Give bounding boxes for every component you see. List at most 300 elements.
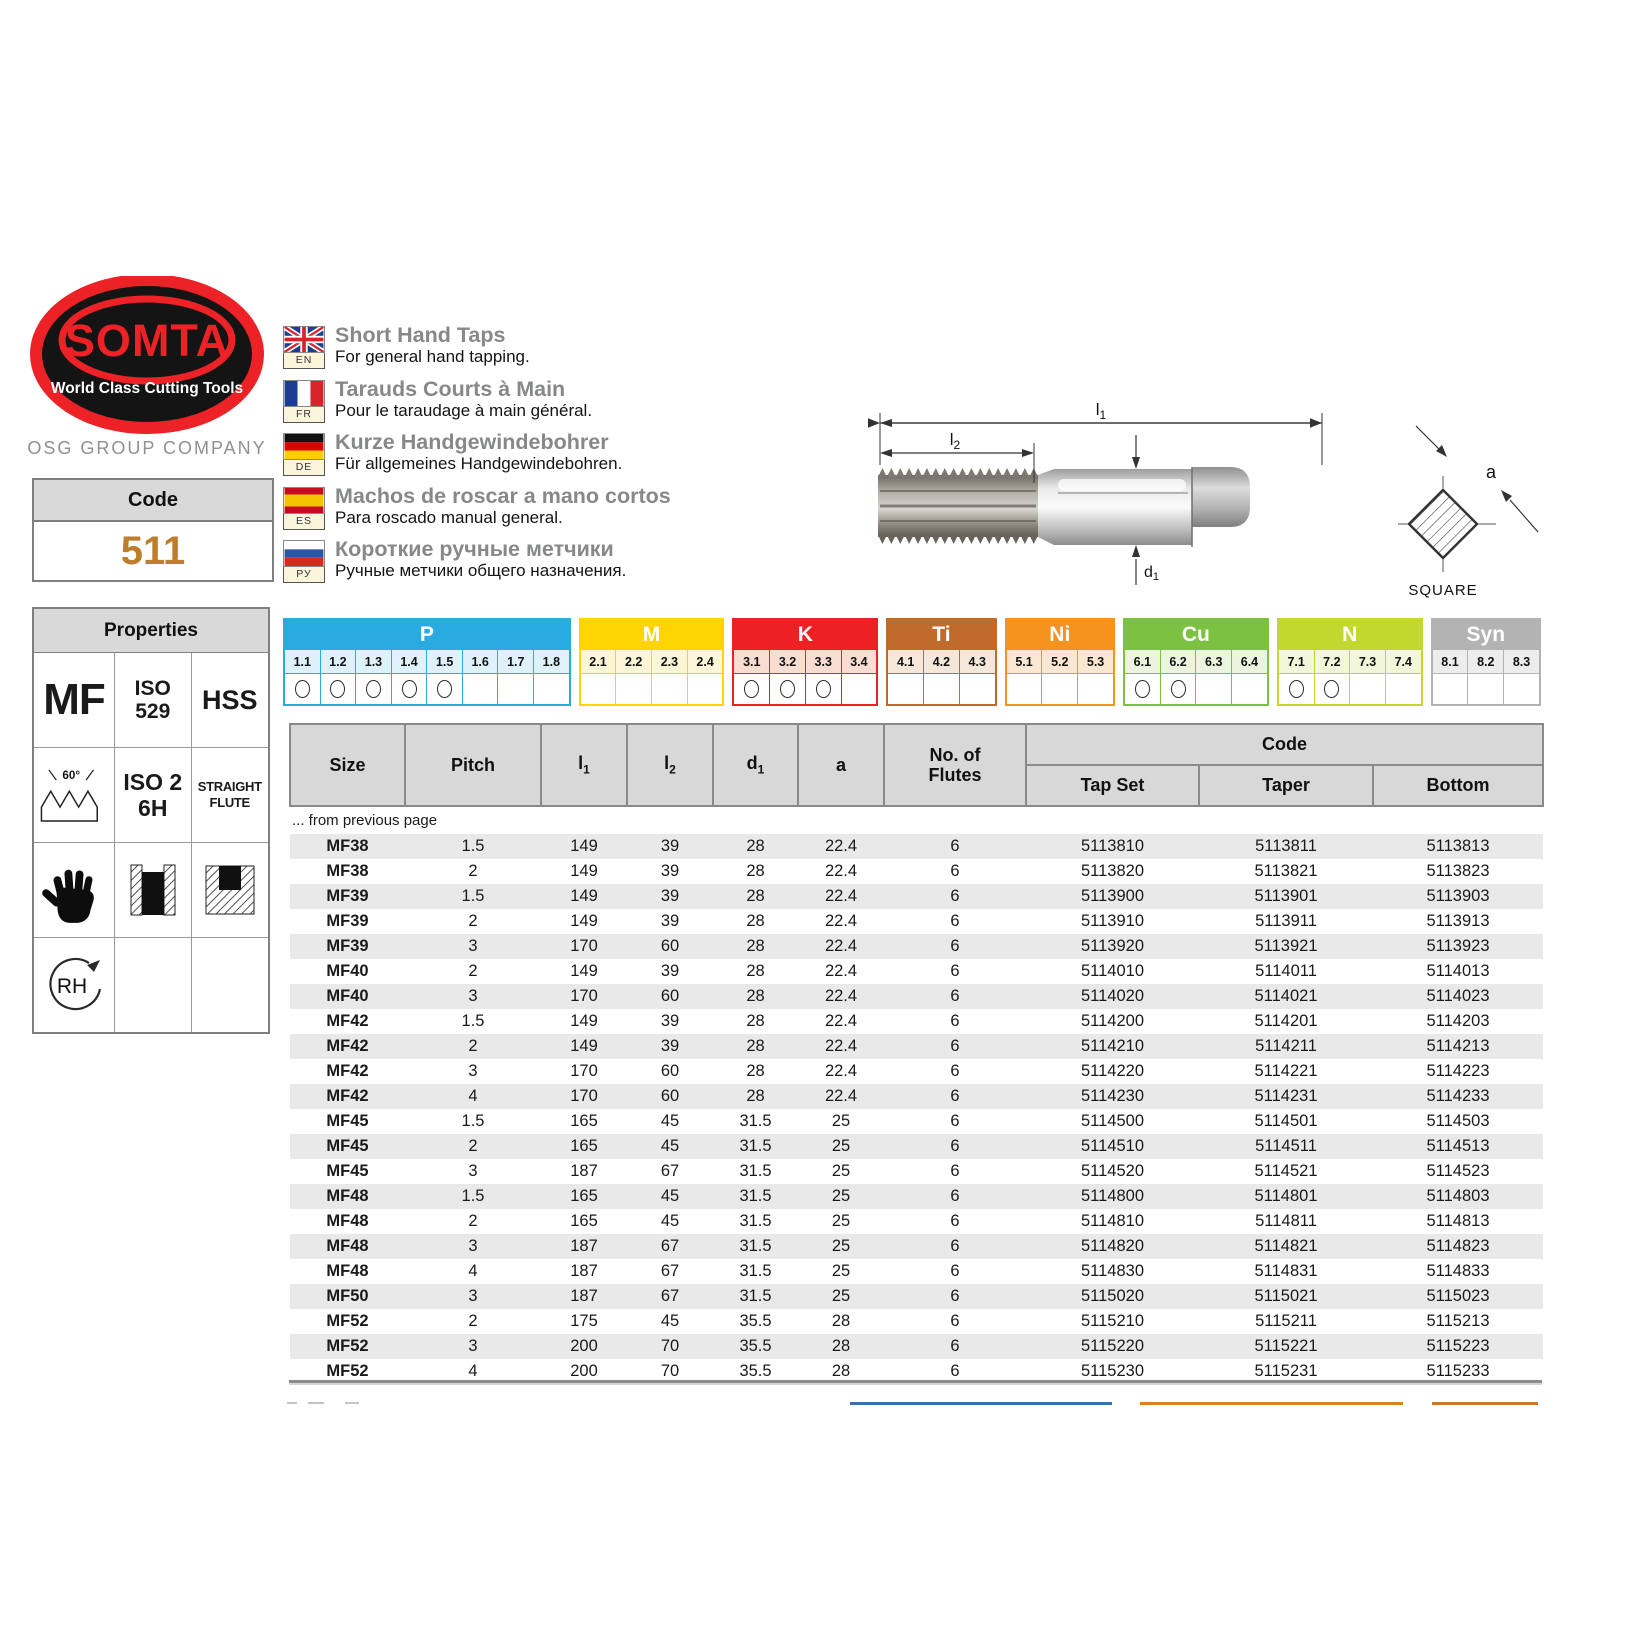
value-cell: 70: [660, 1362, 680, 1380]
code-box: [32, 478, 274, 582]
material-cell-label: 5.3: [1078, 650, 1113, 674]
size-cell: MF45: [326, 1112, 369, 1130]
value-cell: 28: [746, 962, 765, 980]
material-cell-label: 3.2: [770, 650, 806, 674]
lang-title: Короткие ручные метчики: [335, 537, 614, 561]
suitability-circle-icon: [1289, 680, 1304, 698]
size-cell: MF40: [290, 984, 405, 1009]
material-section-ti: [886, 618, 996, 706]
value-cell: 5114813: [1426, 1212, 1490, 1230]
value-cell: 28: [831, 1312, 851, 1330]
value-cell: 170: [541, 1084, 627, 1109]
dim-a-label: a: [1486, 462, 1497, 482]
value-cell: 31.5: [739, 1212, 772, 1230]
value-cell: 5115221: [1199, 1334, 1373, 1359]
tap-drawing-image: [858, 393, 1350, 603]
value-cell: 67: [627, 1284, 713, 1309]
value-cell: 22.4: [798, 934, 884, 959]
value-cell: 5114511: [1199, 1134, 1373, 1159]
property-flute: [192, 748, 269, 843]
value-cell: 67: [660, 1262, 680, 1280]
size-cell: MF42: [290, 1084, 405, 1109]
material-section-cu: [1123, 618, 1269, 706]
size-cell: MF40: [326, 962, 369, 980]
material-cell-label: 1.8: [534, 650, 569, 674]
value-cell: 5115021: [1199, 1284, 1373, 1309]
value-cell: 2: [468, 1212, 478, 1230]
value-cell: 22.4: [824, 962, 858, 980]
property-standard: [115, 653, 192, 748]
property-thread-form: [34, 653, 115, 748]
material-cell-label: 6.2: [1161, 650, 1197, 674]
value-cell: 4: [468, 1262, 478, 1280]
value-cell: 5114233: [1373, 1084, 1543, 1109]
property-tolerance: [115, 748, 192, 843]
value-cell: 149: [541, 884, 627, 909]
value-cell: 1.5: [405, 884, 541, 909]
suitability-circle-icon: [1135, 680, 1150, 698]
value-cell: 165: [541, 1184, 627, 1209]
material-cell-label: 3.1: [734, 650, 770, 674]
value-cell: 39: [627, 834, 713, 859]
dim-d1-label: d1: [1144, 564, 1160, 583]
suitability-circle-icon: [744, 680, 759, 698]
value-cell: 149: [541, 834, 627, 859]
material-cell-label: 6.4: [1232, 650, 1267, 674]
value-cell: 5113923: [1373, 934, 1543, 959]
material-section-label: Ti: [888, 620, 994, 650]
size-cell: MF52: [326, 1362, 369, 1380]
lang-subtitle: Para roscado manual general.: [335, 508, 563, 527]
table-row: [290, 1259, 1543, 1284]
suitability-circle-icon: [330, 680, 345, 698]
value-cell: 5114810: [1080, 1212, 1144, 1230]
value-cell: 5114521: [1254, 1162, 1318, 1180]
material-section-syn: [1431, 618, 1541, 706]
thread-form-label: MF: [43, 675, 105, 724]
material-cell-label: 1.1: [285, 650, 321, 674]
value-cell: 5114500: [1080, 1112, 1144, 1130]
logo-brand-text: SOMTA: [64, 315, 230, 366]
value-cell: 6: [884, 834, 1026, 859]
col-header-tap-set: Tap Set: [1026, 765, 1199, 806]
value-cell: 5113821: [1254, 862, 1318, 880]
material-section-ni: [1005, 618, 1115, 706]
value-cell: 25: [831, 1212, 851, 1230]
value-cell: 6: [950, 962, 960, 980]
table-row: [290, 834, 1543, 859]
value-cell: 28: [746, 1062, 765, 1080]
value-cell: 28: [713, 884, 798, 909]
value-cell: 5113813: [1373, 834, 1543, 859]
table-row: [290, 1234, 1543, 1259]
spec-table: [289, 723, 1544, 1384]
value-cell: 31.5: [713, 1234, 798, 1259]
somta-logo: [28, 276, 266, 434]
value-cell: 31.5: [713, 1184, 798, 1209]
material-suitability-marked: [770, 674, 806, 704]
property-empty-2: [192, 938, 269, 1032]
value-cell: 6: [950, 1062, 960, 1080]
value-cell: 5114503: [1426, 1112, 1490, 1130]
lang-code: DE: [283, 460, 325, 476]
value-cell: 5114200: [1080, 1012, 1144, 1030]
material-suitability-unmarked: [842, 674, 877, 704]
table-row: [290, 1084, 1543, 1109]
value-cell: 165: [570, 1212, 598, 1230]
value-cell: 200: [570, 1362, 598, 1380]
value-cell: 6: [884, 1034, 1026, 1059]
thread-profile-icon: [34, 764, 114, 826]
value-cell: 3: [405, 1234, 541, 1259]
property-through-hole: [115, 843, 192, 938]
value-cell: 5115211: [1255, 1312, 1317, 1330]
value-cell: 2: [468, 912, 478, 930]
value-cell: 70: [627, 1334, 713, 1359]
suitability-circle-icon: [295, 680, 310, 698]
size-cell: MF38: [326, 862, 369, 880]
value-cell: 5115213: [1426, 1312, 1490, 1330]
value-cell: 22.4: [798, 834, 884, 859]
col-header-pitch: Pitch: [405, 724, 541, 806]
material-suitability-marked: [356, 674, 392, 704]
material-cell-label: 7.4: [1386, 650, 1421, 674]
value-cell: 149: [541, 1034, 627, 1059]
material-cell-label: 8.2: [1468, 650, 1504, 674]
value-cell: 25: [798, 1284, 884, 1309]
value-cell: 5113903: [1373, 884, 1543, 909]
size-cell: MF48: [326, 1262, 369, 1280]
value-cell: 67: [627, 1234, 713, 1259]
hand-glove-icon: [40, 854, 108, 926]
footer-rule-blue: [850, 1402, 1112, 1405]
value-cell: 149: [570, 862, 598, 880]
lang-title: Kurze Handgewindebohrer: [335, 430, 609, 454]
value-cell: 35.5: [739, 1312, 772, 1330]
value-cell: 1.5: [461, 1112, 485, 1130]
property-empty-1: [115, 938, 192, 1032]
code-value: 511: [120, 529, 186, 573]
thread-angle-label: 60°: [62, 769, 80, 783]
value-cell: 39: [627, 1034, 713, 1059]
tap-drawing: [858, 393, 1350, 608]
material-cell-label: 4.2: [924, 650, 960, 674]
value-cell: 35.5: [739, 1362, 772, 1380]
value-cell: 5114513: [1373, 1134, 1543, 1159]
value-cell: 31.5: [739, 1262, 772, 1280]
material-cell-label: 1.2: [321, 650, 357, 674]
value-cell: 2: [468, 962, 478, 980]
material-suitability-unmarked: [924, 674, 960, 704]
material-cell-label: 3.4: [842, 650, 877, 674]
material-suitability-marked: [1315, 674, 1351, 704]
size-cell: MF48: [290, 1234, 405, 1259]
table-row: [290, 959, 1543, 984]
value-cell: 6: [884, 1284, 1026, 1309]
value-cell: 22.4: [798, 1034, 884, 1059]
size-cell: MF48: [290, 1184, 405, 1209]
material-cell-label: 1.5: [427, 650, 463, 674]
value-cell: 5114801: [1199, 1184, 1373, 1209]
tolerance-line2: 6H: [138, 795, 168, 821]
value-cell: 67: [660, 1162, 680, 1180]
material-bar: [283, 618, 1541, 706]
value-cell: 25: [798, 1134, 884, 1159]
value-cell: 22.4: [798, 984, 884, 1009]
value-cell: 5115210: [1080, 1312, 1144, 1330]
value-cell: 5114523: [1426, 1162, 1490, 1180]
material-suitability-unmarked: [581, 674, 617, 704]
table-row: [290, 859, 1543, 884]
dim-l1-label: $l_1$: [1095, 400, 1107, 422]
col-header-d1: $d_1$: [713, 724, 798, 806]
material-section-k: [732, 618, 878, 706]
value-cell: 6: [884, 1084, 1026, 1109]
material-suitability-unmarked: [1468, 674, 1504, 704]
size-cell: MF39: [290, 934, 405, 959]
property-hand-use: [34, 843, 115, 938]
flute-line2: FLUTE: [209, 795, 250, 810]
lang-block-es: [283, 485, 843, 538]
material-suitability-unmarked: [1386, 674, 1421, 704]
value-cell: 5113913: [1426, 912, 1490, 930]
table-row: [290, 1334, 1543, 1359]
value-cell: 149: [570, 1012, 598, 1030]
material-suitability-unmarked: [1042, 674, 1078, 704]
value-cell: 5114800: [1026, 1184, 1199, 1209]
value-cell: 6: [950, 1312, 960, 1330]
value-cell: 28: [713, 1084, 798, 1109]
material-cell-label: 6.3: [1196, 650, 1232, 674]
lang-subtitle: Für allgemeines Handgewindebohren.: [335, 454, 623, 473]
material-suitability-marked: [1279, 674, 1315, 704]
material-cell-label: 7.3: [1350, 650, 1386, 674]
value-cell: 6: [884, 1134, 1026, 1159]
footer-text-remnant: [345, 1402, 359, 1404]
dim-l2-label: $l_2$: [949, 430, 961, 452]
size-cell: MF50: [290, 1284, 405, 1309]
value-cell: 2: [405, 1034, 541, 1059]
material-cell-label: 7.2: [1315, 650, 1351, 674]
material-suitability-marked: [1125, 674, 1161, 704]
value-cell: 5114831: [1254, 1262, 1318, 1280]
value-cell: 3: [405, 934, 541, 959]
value-cell: 6: [950, 1262, 960, 1280]
value-cell: 5114833: [1426, 1262, 1490, 1280]
value-cell: 5114823: [1373, 1234, 1543, 1259]
material-label: HSS: [201, 684, 258, 715]
lang-code: EN: [283, 353, 325, 369]
flute-line1: STRAIGHT: [197, 779, 262, 794]
value-cell: 5113900: [1026, 884, 1199, 909]
lang-subtitle: For general hand tapping.: [335, 347, 530, 366]
value-cell: 200: [541, 1334, 627, 1359]
value-cell: 149: [570, 962, 598, 980]
value-cell: 6: [950, 1112, 960, 1130]
property-thread-profile: [34, 748, 115, 843]
lang-subtitle: Pour le taraudage à main général.: [335, 401, 593, 420]
value-cell: 5114820: [1026, 1234, 1199, 1259]
material-cell-label: 1.6: [463, 650, 499, 674]
value-cell: 28: [713, 834, 798, 859]
square-section-icon: [1398, 412, 1603, 607]
value-cell: 28: [746, 1012, 765, 1030]
lang-block-fr: [283, 378, 843, 431]
size-cell: MF45: [290, 1134, 405, 1159]
lang-block-ru: [283, 538, 843, 591]
size-cell: MF39: [290, 884, 405, 909]
size-cell: MF52: [326, 1312, 369, 1330]
col-header-a: a: [798, 724, 884, 806]
value-cell: 5115023: [1373, 1284, 1543, 1309]
value-cell: 28: [798, 1334, 884, 1359]
value-cell: 5113811: [1199, 834, 1373, 859]
material-cell-label: 7.1: [1279, 650, 1315, 674]
value-cell: 39: [660, 962, 680, 980]
material-suitability-unmarked: [1196, 674, 1232, 704]
material-cell-label: 5.2: [1042, 650, 1078, 674]
size-cell: MF39: [326, 912, 369, 930]
material-cell-label: 6.1: [1125, 650, 1161, 674]
value-cell: 5114201: [1254, 1012, 1318, 1030]
value-cell: 165: [541, 1134, 627, 1159]
value-cell: 45: [660, 1112, 680, 1130]
value-cell: 1.5: [405, 1184, 541, 1209]
value-cell: 5115233: [1426, 1362, 1490, 1380]
size-cell: MF42: [290, 1034, 405, 1059]
footer-rule-orange-2: [1432, 1402, 1538, 1405]
material-section-m: [579, 618, 725, 706]
right-hand-rotation-icon: [39, 950, 109, 1020]
material-cell-label: 1.7: [498, 650, 534, 674]
value-cell: 5113921: [1199, 934, 1373, 959]
material-suitability-unmarked: [960, 674, 995, 704]
value-cell: 149: [570, 912, 598, 930]
value-cell: 25: [831, 1112, 851, 1130]
value-cell: 28: [713, 984, 798, 1009]
size-cell: MF42: [326, 1062, 369, 1080]
value-cell: 6: [950, 1162, 960, 1180]
col-header-size: Size: [290, 724, 405, 806]
value-cell: 5115020: [1026, 1284, 1199, 1309]
lang-title: Short Hand Taps: [335, 323, 506, 347]
material-cell-label: 8.3: [1504, 650, 1539, 674]
value-cell: 28: [713, 1034, 798, 1059]
value-cell: 28: [746, 862, 765, 880]
value-cell: 170: [541, 934, 627, 959]
lang-block-en: [283, 324, 843, 377]
col-header-flutes: No. of Flutes: [884, 724, 1026, 806]
material-suitability-marked: [1161, 674, 1197, 704]
value-cell: 5114221: [1254, 1062, 1318, 1080]
size-cell: MF38: [290, 834, 405, 859]
table-row: [290, 934, 1543, 959]
value-cell: 5114210: [1026, 1034, 1199, 1059]
lang-code: ES: [283, 514, 325, 530]
value-cell: 31.5: [713, 1284, 798, 1309]
table-row: [290, 1134, 1543, 1159]
value-cell: 6: [950, 1012, 960, 1030]
value-cell: 3: [405, 1334, 541, 1359]
suitability-circle-icon: [437, 680, 452, 698]
standard-line2: 529: [135, 700, 171, 723]
table-row: [290, 1109, 1543, 1134]
value-cell: 2: [405, 1134, 541, 1159]
value-cell: 5114520: [1080, 1162, 1144, 1180]
material-section-label: Cu: [1125, 620, 1267, 650]
value-cell: 5113810: [1026, 834, 1199, 859]
size-cell: MF45: [326, 1162, 369, 1180]
value-cell: 5114011: [1255, 962, 1317, 980]
footer-text-remnant: [308, 1402, 324, 1404]
material-cell-label: 1.3: [356, 650, 392, 674]
value-cell: 35.5: [713, 1334, 798, 1359]
footer-rule-orange-1: [1140, 1402, 1403, 1405]
material-cell-label: 2.3: [652, 650, 688, 674]
material-suitability-unmarked: [1504, 674, 1539, 704]
value-cell: 5114211: [1199, 1034, 1373, 1059]
uk-flag-icon: [283, 326, 325, 353]
property-material: [192, 653, 269, 748]
value-cell: 3: [405, 984, 541, 1009]
tolerance-line1: ISO 2: [123, 769, 183, 795]
value-cell: 6: [884, 884, 1026, 909]
col-header-l1: $l_1$: [541, 724, 627, 806]
table-row: [290, 1159, 1543, 1184]
material-section-label: M: [581, 620, 723, 650]
value-cell: 165: [570, 1112, 598, 1130]
value-cell: 5114803: [1373, 1184, 1543, 1209]
table-row: [290, 1009, 1543, 1034]
table-row: [290, 1059, 1543, 1084]
material-suitability-marked: [285, 674, 321, 704]
table-row: [290, 1209, 1543, 1234]
material-suitability-marked: [734, 674, 770, 704]
lang-title: Tarauds Courts à Main: [335, 377, 566, 401]
table-row: [290, 984, 1543, 1009]
value-cell: 5114223: [1426, 1062, 1490, 1080]
value-cell: 187: [570, 1262, 598, 1280]
value-cell: 170: [570, 1062, 598, 1080]
value-cell: 5115223: [1373, 1334, 1543, 1359]
value-cell: 60: [627, 984, 713, 1009]
value-cell: 45: [660, 1312, 680, 1330]
material-suitability-unmarked: [1078, 674, 1113, 704]
material-suitability-marked: [321, 674, 357, 704]
material-section-label: K: [734, 620, 876, 650]
value-cell: 5114220: [1080, 1062, 1144, 1080]
value-cell: 60: [660, 1062, 680, 1080]
lang-code: FR: [283, 407, 325, 423]
material-cell-label: 2.2: [616, 650, 652, 674]
value-cell: 39: [627, 884, 713, 909]
col-header-taper: Taper: [1199, 765, 1373, 806]
material-cell-label: 8.1: [1433, 650, 1469, 674]
square-section-diagram: [1398, 412, 1603, 612]
rotation-label: RH: [56, 975, 88, 998]
value-cell: 45: [660, 1212, 680, 1230]
material-section-n: [1277, 618, 1423, 706]
value-cell: 5114811: [1255, 1212, 1317, 1230]
value-cell: 39: [660, 912, 680, 930]
value-cell: 5115220: [1026, 1334, 1199, 1359]
value-cell: 45: [627, 1184, 713, 1209]
value-cell: 2: [468, 1312, 478, 1330]
value-cell: 6: [884, 1334, 1026, 1359]
material-suitability-unmarked: [652, 674, 688, 704]
value-cell: 25: [831, 1262, 851, 1280]
value-cell: 6: [950, 1362, 960, 1380]
